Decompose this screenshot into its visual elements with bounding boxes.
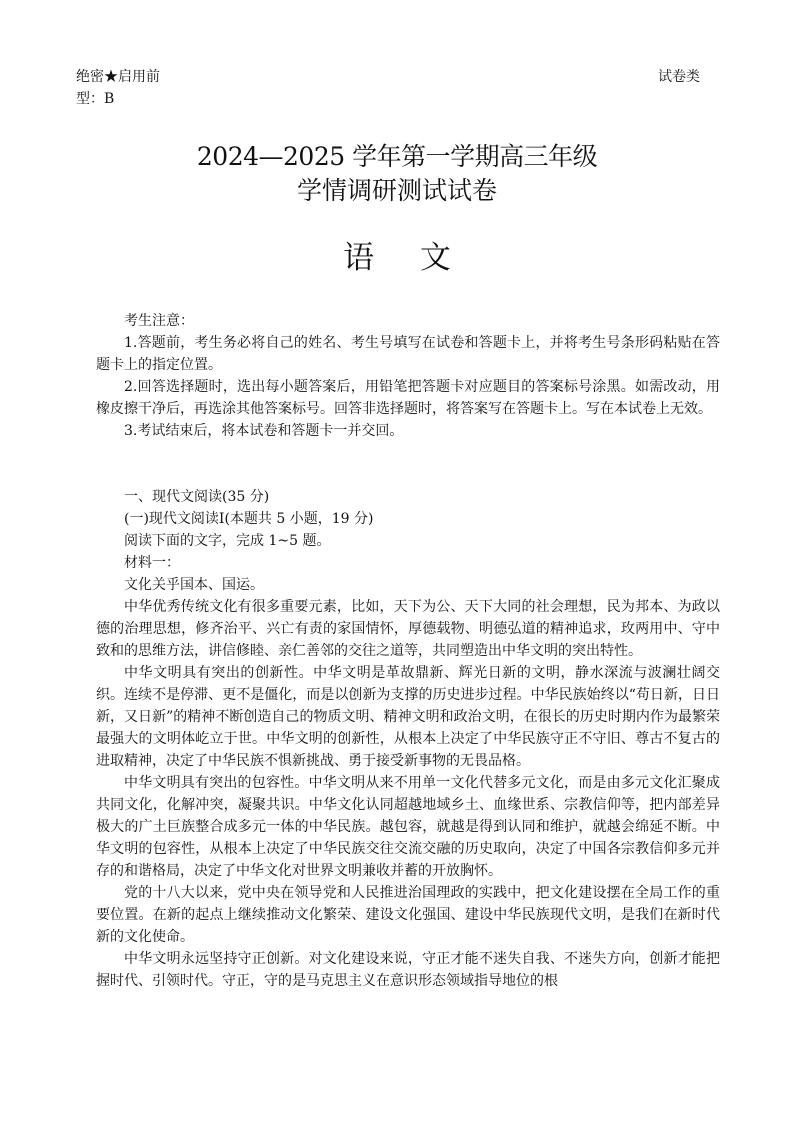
section-title: 一、现代文阅读(35 分) bbox=[124, 489, 270, 505]
exam-title-line2: 学情调研测试试卷 bbox=[296, 176, 497, 205]
paragraph-1: 文化关乎国本、国运。 bbox=[124, 577, 264, 593]
notice-item-2: 2.回答选择题时，选出每小题答案后，用铅笔把答题卡对应题目的答案标号涂黑。如需改动，用橡皮擦干净后，再选涂其他答案标号。回答非选择题时，将答案写在答题卡上。写在本试卷上无效。 bbox=[96, 379, 720, 417]
paragraph-2: 中华优秀传统文化有很多重要元素，比如，天下为公、天下大同的社会理想，民为邦本、为政以德的治理思想，修齐治平、兴亡有责的家国情怀，厚德载物、明德弘道的精神追求，玫两用中、守中致和的思维方法，讲信修睦、亲仁善邻的交往之道等，共同塑造出中华文明的突出特性。 bbox=[96, 599, 720, 659]
subject-title: 语 文 bbox=[343, 240, 469, 276]
paper-type-label-continued: 型：B bbox=[76, 91, 115, 107]
notice-item-3: 3.考试结束后，将本试卷和答题卡一并交回。 bbox=[124, 423, 404, 439]
paragraph-6: 中华文明永远坚持守正创新。对文化建设来说，守正才能不迷失自我、不迷失方向，创新才能把握时代、引领时代。守正，守的是马克思主义在意识形态领域指导地位的根 bbox=[96, 951, 720, 989]
confidential-label: 绝密★启用前 bbox=[76, 69, 160, 85]
exam-body bbox=[96, 310, 720, 992]
spacer bbox=[96, 464, 720, 486]
section-subtitle: (一)现代文阅读Ⅰ(本题共 5 小题，19 分) bbox=[124, 511, 374, 527]
paragraph-3: 中华文明具有突出的创新性。中华文明是革故鼎新、辉光日新的文明，静水深流与波澜壮阔交织。连续不是停滞、更不是僵化，而是以创新为支撑的历史进步过程。中华民族始终以“苟日新，日日新，又日新”的精神不断创造自己的物质文明、精神文明和政治文明，在很长的历史时期内作为最繁荣最强大的文明体屹立于世。中华文明的创新性，从根本上决定了中华民族守正不守旧、尊古不复古的进取精神，决定了中华民族不惧新挑战、勇于接受新事物的无畏品格。 bbox=[96, 665, 720, 769]
exam-title-line1: 2024—2025 学年第一学期高三年级 bbox=[196, 142, 598, 171]
spacer bbox=[96, 442, 720, 464]
notice-item-1: 1.答题前，考生务必将自己的姓名、考生号填写在试卷和答题卡上，并将考生号条形码粘贴在答题卡上的指定位置。 bbox=[96, 335, 720, 373]
paragraph-4: 中华文明具有突出的包容性。中华文明从来不用单一文化代替多元文化，而是由多元文化汇聚成共同文化，化解冲突，凝聚共识。中华文化认同超越地域乡土、血缘世系、宗教信仰等，把内部差异极大的广土巨族整合成多元一体的中华民族。越包容，就越是得到认同和维护，就越会绵延不断。中华文明的包容性，从根本上决定了中华民族交往交流交融的历史取向，决定了中国各宗教信仰多元并存的和谐格局，决定了中华文化对世界文明兼收并蓄的开放胸怀。 bbox=[96, 775, 720, 879]
material-label: 材料一： bbox=[124, 555, 180, 571]
paper-type-label: 试卷类 bbox=[658, 69, 700, 85]
section-instruction: 阅读下面的文字，完成 1~5 题。 bbox=[124, 533, 331, 549]
paragraph-5: 党的十八大以来，党中央在领导党和人民推进治国理政的实践中，把文化建设摆在全局工作的重要位置。在新的起点上继续推动文化繁荣、建设文化强国、建设中华民族现代文明，是我们在新时代新的文化使命。 bbox=[96, 885, 720, 945]
notice-heading: 考生注意： bbox=[124, 313, 194, 329]
